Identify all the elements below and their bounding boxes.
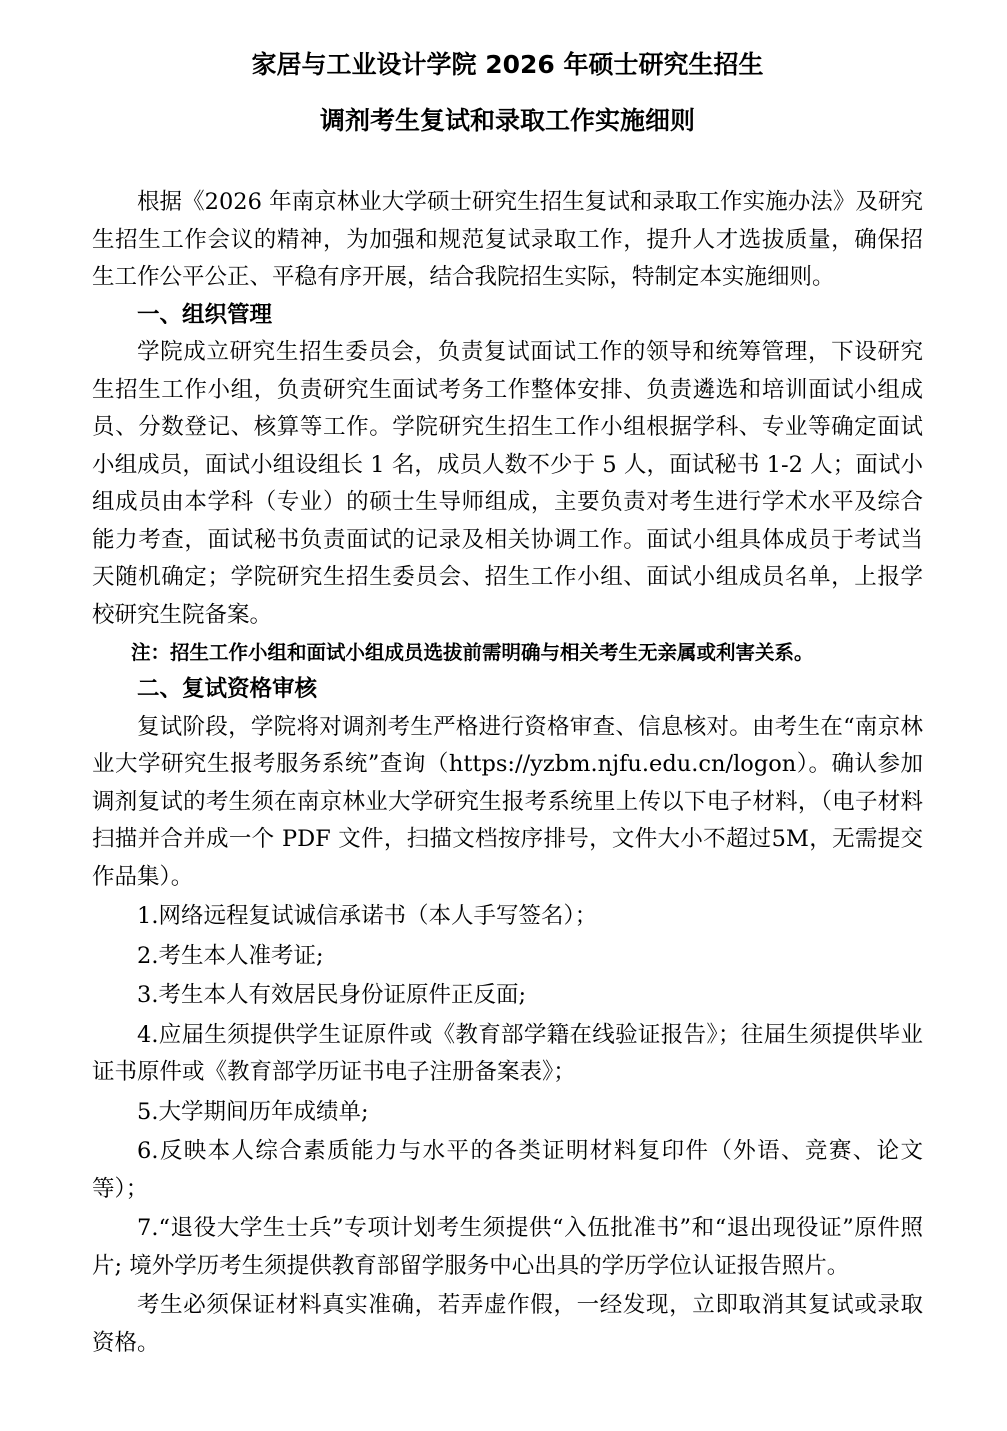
- section-2-heading: 二、复试资格审核: [137, 676, 318, 702]
- section-1-note: 注：招生工作小组和面试小组成员选拔前需明确与相关考生无亲属或利害关系。: [131, 641, 814, 664]
- document-title-line-2: 调剂考生复试和录取工作实施细则: [319, 106, 695, 135]
- document-title-line-1: 家居与工业设计学院 2026 年硕士研究生招生: [251, 50, 764, 79]
- list-item-1: 1.网络远程复试诚信承诺书（本人手写签名）；: [137, 903, 598, 929]
- document-body: [92, 184, 923, 1362]
- section-2-body: 复试阶段，学院将对调剂考生严格进行资格审查、信息核对。由考生在“南京林业大学研究生报考服务系统”查询（https://yzbm.njfu.edu.cn/logon）。确认参加调剂复试的考生须在南京林业大学研究生报考系统里上传以下电子材料，（电子材料扫描并合并成一个 PDF 文件，扫描文档按序排号，文件大小不超过5M，无需提交作品集）。: [92, 713, 923, 890]
- list-item-2: 2.考生本人准考证;: [137, 942, 324, 969]
- section-1-body: 学院成立研究生招生委员会，负责复试面试工作的领导和统筹管理，下设研究生招生工作小组，负责研究生面试考务工作整体安排、负责遴选和培训面试小组成员、分数登记、核算等工作。学院研究生招生工作小组根据学科、专业等确定面试小组成员，面试小组设组长 1 名，成员人数不少于 5 人，面试秘书 1-2 人；面试小组成员由本学科（专业）的硕士生导师组成，主要负责对考生进行学术水平及综合能力考查，面试秘书负责面试的记录及相关协调工作。面试小组具体成员于考试当天随机确定；学院研究生招生委员会、招生工作小组、面试小组成员名单，上报学校研究生院备案。: [92, 339, 923, 628]
- list-item-7: 7.“退役大学生士兵”专项计划考生须提供“入伍批准书”和“退出现役证”原件照片; 境外学历考生须提供教育部留学服务中心出具的学历学位认证报告照片。: [92, 1215, 923, 1279]
- list-item-3: 3.考生本人有效居民身份证原件正反面;: [137, 982, 527, 1008]
- closing-paragraph: 考生必须保证材料真实准确，若弄虚作假，一经发现，立即取消其复试或录取资格。: [92, 1292, 923, 1356]
- section-1-heading: 一、组织管理: [137, 301, 273, 328]
- intro-paragraph: 根据《2026 年南京林业大学硕士研究生招生复试和录取工作实施办法》及研究生招生工作会议的精神，为加强和规范复试录取工作，提升人才选拔质量，确保招生工作公平公正、平稳有序开展，结合我院招生实际，特制定本实施细则。: [92, 189, 923, 290]
- list-item-5: 5.大学期间历年成绩单;: [137, 1098, 369, 1125]
- list-item-4: 4.应届生须提供学生证原件或《教育部学籍在线验证报告》；往届生须提供毕业证书原件或《教育部学历证书电子注册备案表》；: [92, 1021, 923, 1085]
- list-item-6: 6.反映本人综合素质能力与水平的各类证明材料复印件（外语、竞赛、论文等）；: [92, 1138, 923, 1202]
